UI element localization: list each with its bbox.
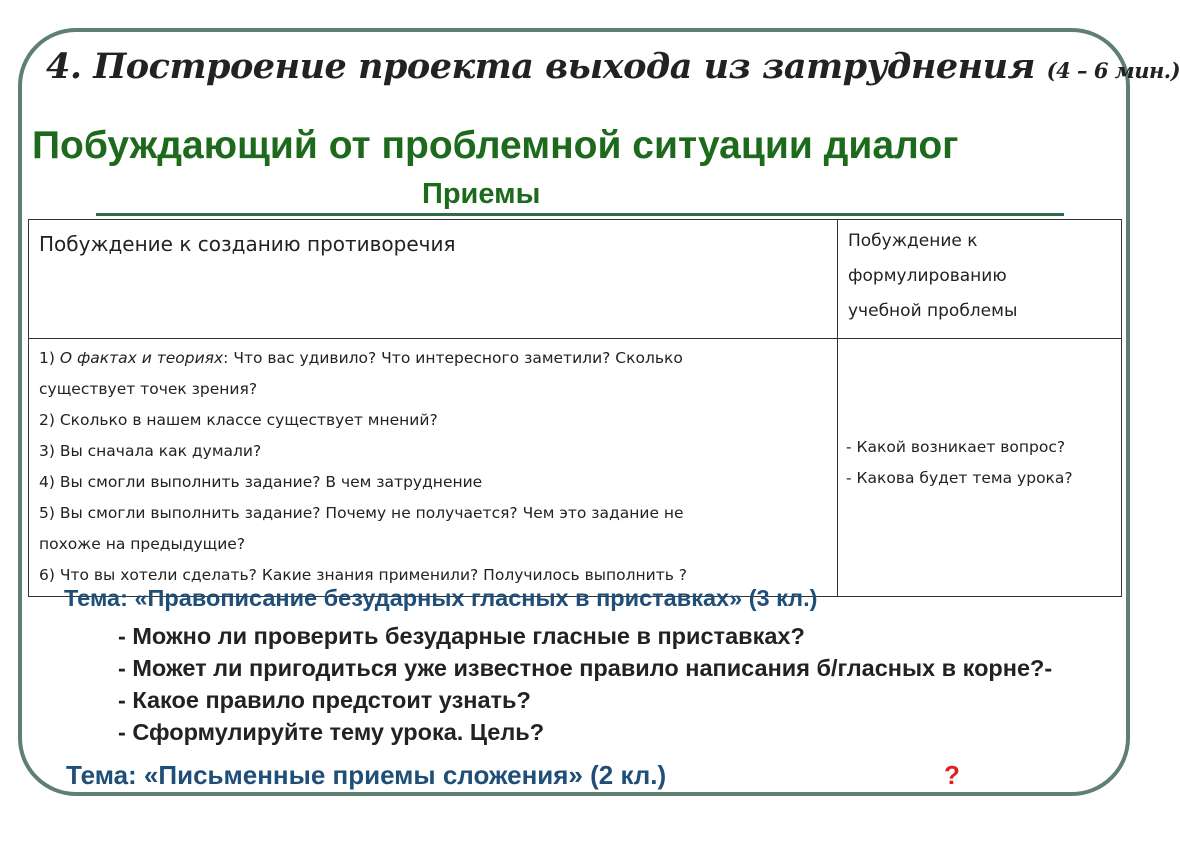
table-header-row	[29, 220, 1122, 339]
header-right-line: учебной проблемы	[848, 301, 1018, 321]
item-number: 1)	[39, 349, 60, 367]
table-line	[39, 343, 837, 374]
table-body-row	[29, 339, 1122, 597]
list-item: - Сформулируйте тему урока. Цель?	[118, 719, 545, 745]
table-line: похоже на предыдущие?	[39, 535, 246, 553]
slide-heading	[46, 46, 1180, 87]
table-line: 2) Сколько в нашем классе существует мнений?	[39, 411, 438, 429]
table-line: 6) Что вы хотели сделать? Какие знания применили? Получилось выполнить ?	[39, 566, 688, 584]
topic2-title: Тема: «Письменные приемы сложения» (2 кл.)	[66, 760, 667, 790]
body-right-cell	[838, 339, 1122, 597]
methods-label: Приемы	[422, 178, 541, 210]
divider-line	[96, 213, 1064, 216]
header-right-line: Побуждение к	[848, 231, 978, 251]
question-mark: ?	[944, 760, 960, 790]
list-item: - Какое правило предстоит узнать?	[118, 687, 531, 713]
header-left-cell: Побуждение к созданию противоречия	[29, 220, 838, 339]
list-item: - Можно ли проверить безударные гласные в приставках?	[118, 623, 805, 649]
item-italic-label: О фактах и теориях	[59, 349, 224, 367]
methods-table	[28, 219, 1122, 597]
header-right-line: формулированию	[848, 266, 1007, 286]
item-text: : Что вас удивило? Что интересного заметили? Сколько	[223, 349, 683, 367]
table-line: существует точек зрения?	[39, 380, 258, 398]
table-line: 5) Вы смогли выполнить задание? Почему не получается? Чем это задание не	[39, 504, 684, 522]
list-item: - Может ли пригодиться уже известное правило написания б/гласных в корне?-	[118, 655, 1053, 681]
table-line: - Какой возникает вопрос?	[846, 437, 1066, 456]
heading-main: 4. Построение проекта выхода из затруднения	[46, 46, 1035, 87]
body-left-cell	[29, 339, 838, 597]
topic1-title: Тема: «Правописание безударных гласных в приставках» (3 кл.)	[64, 585, 818, 611]
header-right-cell	[838, 220, 1122, 339]
table-line: 4) Вы смогли выполнить задание? В чем затруднение	[39, 473, 483, 491]
subtitle: Побуждающий от проблемной ситуации диалог	[32, 124, 959, 167]
table-line: - Какова будет тема урока?	[846, 468, 1073, 487]
heading-time: (4 – 6 мин.)	[1046, 58, 1180, 83]
topic1-questions	[118, 620, 1052, 748]
table-line: 3) Вы сначала как думали?	[39, 442, 262, 460]
